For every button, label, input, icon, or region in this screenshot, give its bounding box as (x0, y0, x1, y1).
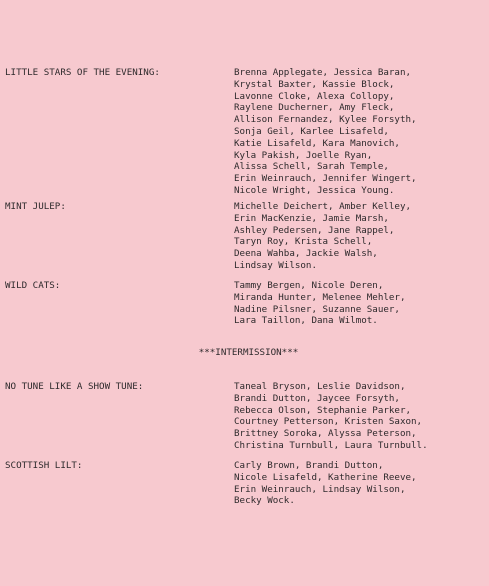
performer-line: Miranda Hunter, Melenee Mehler, (234, 291, 406, 303)
performer-line: Lara Taillon, Dana Wilmot. (234, 315, 378, 327)
performer-line: Taneal Bryson, Leslie Davidson, (234, 381, 406, 392)
performer-line: Taryn Roy, Krista Schell, (234, 236, 373, 248)
performer-line: Kyla Pakish, Joelle Ryan, (234, 149, 373, 161)
performer-line: Lindsay Wilson. (234, 259, 317, 271)
performer-line: Krystal Baxter, Kassie Block, (234, 78, 395, 90)
performer-line: Alissa Schell, Sarah Temple, (234, 161, 389, 173)
section-title: WILD CATS: (5, 280, 61, 291)
performer-line: Brandi Dutton, Jaycee Forsyth, (234, 392, 400, 404)
performer-list (234, 201, 411, 272)
performer-line: Carly Brown, Brandi Dutton, (234, 460, 384, 471)
performer-line: Erin Weinrauch, Jennifer Wingert, (234, 173, 417, 185)
performer-line: Christina Turnbull, Laura Turnbull. (234, 439, 428, 451)
performer-line: Courtney Petterson, Kristen Saxon, (234, 416, 423, 428)
performer-line: Nicole Lisafeld, Katherine Reeve, (234, 471, 417, 483)
performer-line: Brittney Soroka, Alyssa Peterson, (234, 428, 417, 440)
section-title: SCOTTISH LILT: (5, 460, 83, 471)
section-title: NO TUNE LIKE A SHOW TUNE: (5, 381, 144, 392)
performer-line: Brenna Applegate, Jessica Baran, (234, 67, 412, 78)
performer-line: Allison Fernandez, Kylee Forsyth, (234, 114, 417, 126)
performer-list (234, 460, 417, 507)
performer-line: Deena Wahba, Jackie Walsh, (234, 248, 378, 260)
performer-line: Ashley Pedersen, Jane Rappel, (234, 224, 395, 236)
section-title: MINT JULEP: (5, 201, 66, 212)
performer-line: Sonja Geil, Karlee Lisafeld, (234, 125, 389, 137)
performer-line: Michelle Deichert, Amber Kelley, (234, 201, 412, 212)
performer-line: Tammy Bergen, Nicole Deren, (234, 280, 384, 291)
performer-line: Erin MacKenzie, Jamie Marsh, (234, 212, 389, 224)
performer-line: Rebecca Olson, Stephanie Parker, (234, 404, 412, 416)
performer-line: Lavonne Cloke, Alexa Collopy, (234, 90, 395, 102)
performer-line: Katie Lisafeld, Kara Manovich, (234, 137, 400, 149)
performer-line: Nadine Pilsner, Suzanne Sauer, (234, 303, 400, 315)
performer-list (234, 381, 428, 452)
performer-list (234, 67, 417, 197)
performer-line: Becky Wock. (234, 495, 295, 507)
performer-line: Erin Weinrauch, Lindsay Wilson, (234, 483, 406, 495)
performer-list (234, 280, 405, 327)
performer-line: Nicole Wright, Jessica Young. (234, 184, 395, 196)
intermission-heading: ***INTERMISSION*** (198, 347, 299, 358)
performer-line: Raylene Ducherner, Amy Fleck, (234, 102, 395, 114)
section-title: LITTLE STARS OF THE EVENING: (5, 67, 160, 78)
